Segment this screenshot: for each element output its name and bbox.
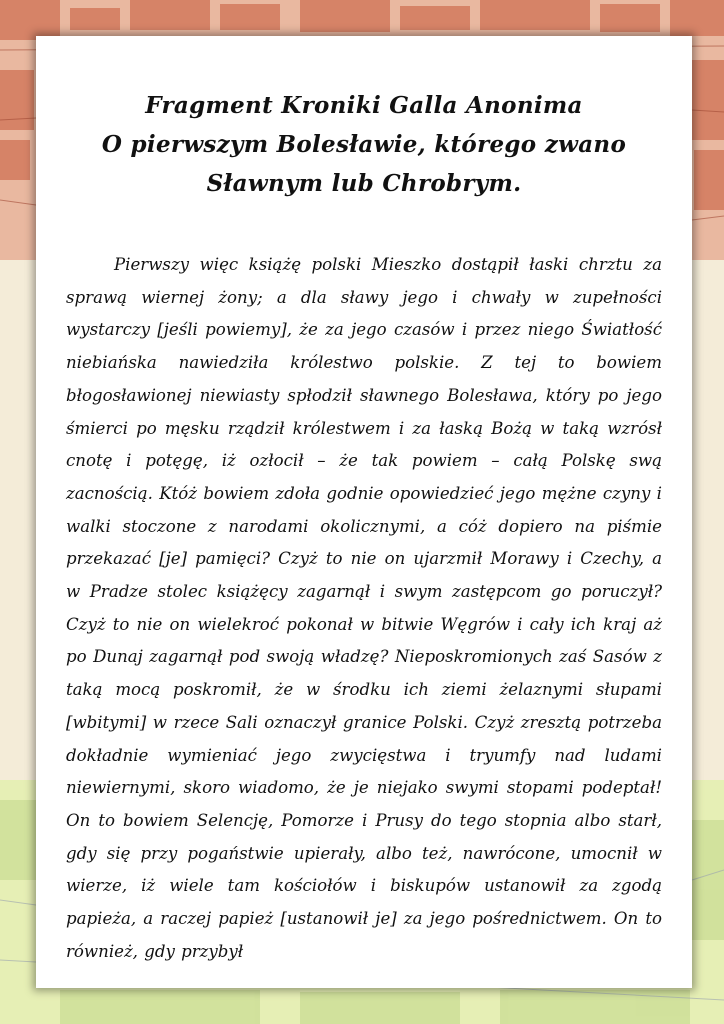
document-title (66, 86, 662, 203)
document-page (36, 36, 692, 988)
title-line-1: Fragment Kroniki Galla Anonima (145, 92, 583, 119)
document-body: Pierwszy więc książę polski Mieszko dostąpił łaski chrztu za sprawą wiernej żony; a dla sławy jego i chwały w zupełności wystarczy [jeśli powiemy], że za jego czasów i przez niego Światłość niebiańska nawiedziła królestwo polskie. Z tej to bowiem błogosławionej niewiasty spłodził sławnego Bolesława, który po jego śmierci po męsku rządził królestwem i za łaską Bożą w taką wzrósł cnotę i potęgę, iż ozłocił – że tak powiem – całą Polskę swą zacnością. Któż bowiem zdoła godnie opowiedzieć jego mężne czyny i walki stoczone z narodami okolicznymi, a cóż dopiero na piśmie przekazać [je] pamięci? Czyż to nie on ujarzmił Morawy i Czechy, a w Pradze stolec książęcy zagarnął i swym zastępcom go poruczył? Czyż to nie on wielekroć pokonał w bitwie Węgrów i cały ich kraj aż po Dunaj zagarnął pod swoją władzę? Nieposkromionych zaś Sasów z taką mocą poskromił, że w środku ich ziemi żelaznymi słupami [wbitymi] w rzece Sali oznaczył granice Polski. Czyż zresztą potrzeba dokładnie wymieniać jego zwycięstwa i tryumfy nad ludami niewiernymi, skoro wiadomo, że je niejako swymi stopami podeptał! On to bowiem Selencję, Pomorze i Prusy do tego stopnia albo starł, gdy się przy pogaństwie upierały, albo też, nawrócone, umocnił w wierze, iż wiele tam kościołów i biskupów ustanowił za zgodą papieża, a raczej papież [ustanowił je] za jego pośrednictwem. On to również, gdy przybył (66, 255, 662, 961)
title-line-2: O pierwszym Bolesławie, którego zwano Sławnym lub Chrobrym. (101, 131, 627, 197)
